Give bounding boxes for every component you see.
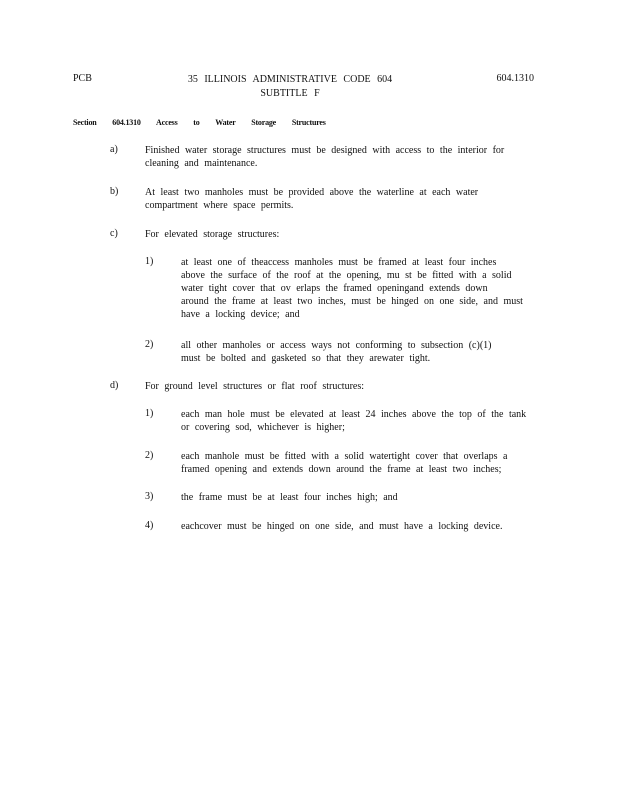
item-c-marker: c) (110, 228, 118, 239)
item-d4-text (181, 520, 502, 533)
text-line: compartment where space permits. (145, 200, 294, 211)
text-line: At least two manholes must be provided above the waterline at each water (145, 187, 479, 198)
header-code-line: 35 ILLINOIS ADMINISTRATIVE CODE 604 (187, 74, 393, 85)
text-line: water tight cover that ov erlaps the framed openingand extends down (181, 283, 488, 294)
item-a-text (145, 144, 504, 170)
text-line: For ground level structures or flat roof structures: (145, 381, 365, 392)
text-line: have a locking device; and (181, 309, 300, 320)
text-line: eachcover must be hinged on one side, and must have a locking device. (181, 521, 503, 532)
text-line: cleaning and maintenance. (145, 158, 258, 169)
item-d1-text (181, 408, 526, 434)
item-d2-text (181, 450, 507, 476)
item-d-text (145, 380, 364, 393)
text-line: Finished water storage structures must be designed with access to the interior for (145, 145, 505, 156)
text-line: or covering sod, whichever is higher; (181, 422, 345, 433)
item-d-marker: d) (110, 380, 119, 391)
text-line: each manhole must be fitted with a solid watertight cover that overlaps a (181, 451, 508, 462)
text-line: at least one of theaccess manholes must be framed at least four inches (181, 257, 497, 268)
section-heading: Section 604.1310 Access to Water Storage Structures (73, 118, 326, 127)
text-line: framed opening and extends down around the frame at least two inches; (181, 464, 502, 475)
header-section-number: 604.1310 (496, 73, 534, 84)
text-line: above the surface of the roof at the opening, mu st be fitted with a solid (181, 270, 512, 281)
item-d3-marker: 3) (145, 491, 154, 502)
item-c2-marker: 2) (145, 339, 154, 350)
text-line: each man hole must be elevated at least 24 inches above the top of the tank (181, 409, 527, 420)
header-agency: PCB (73, 73, 92, 84)
header-subtitle-line: SUBTITLE F (260, 88, 320, 99)
text-line: must be bolted and gasketed so that they arewater tight. (181, 353, 431, 364)
text-line: For elevated storage structures: (145, 229, 280, 240)
item-d3-text (181, 491, 398, 504)
item-b-marker: b) (110, 186, 119, 197)
text-line: the frame must be at least four inches high; and (181, 492, 398, 503)
item-d2-marker: 2) (145, 450, 154, 461)
text-line: all other manholes or access ways not conforming to subsection (c)(1) (181, 340, 492, 351)
header-code-title (160, 73, 420, 101)
item-c1-text (181, 256, 523, 321)
item-d4-marker: 4) (145, 520, 154, 531)
item-c1-marker: 1) (145, 256, 154, 267)
text-line: around the frame at least two inches, must be hinged on one side, and must (181, 296, 523, 307)
item-a-marker: a) (110, 144, 118, 155)
item-c2-text (181, 339, 491, 365)
item-c-text (145, 228, 279, 241)
item-b-text (145, 186, 478, 212)
item-d1-marker: 1) (145, 408, 154, 419)
